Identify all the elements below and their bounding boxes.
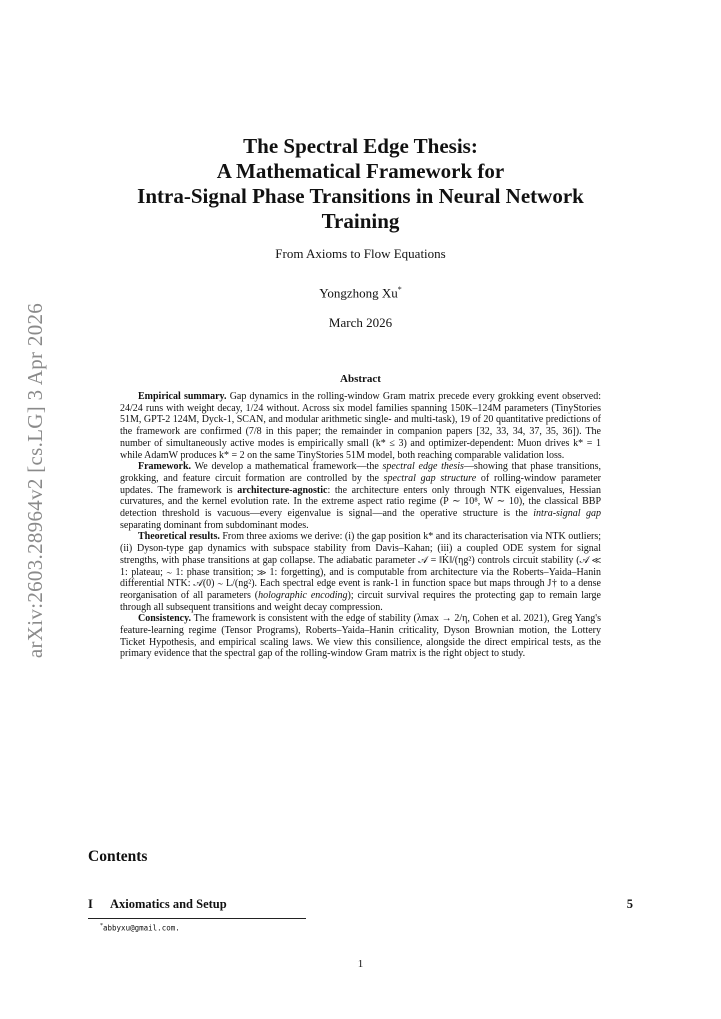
abstract-paragraph	[120, 613, 601, 660]
paragraph-text: The framework is consistent with the edge of stability (λmax → 2/η, Cohen et al. 2021), Greg Yang's feature-learning regime (Tensor Programs), Roberts–Yaida–Hanin criticality, Dyson Brownian motion, the Lottery Ticket Hypothesis, and empirical scaling laws. We view this consilience, alongside the direct empirical tests, as the primary evidence that the spectral gap of the rolling-window Gram matrix is the right object to study.	[120, 613, 601, 660]
arxiv-id[interactable]: arXiv:2603.28964v2 [cs.LG] 3 Apr 2026	[23, 302, 48, 658]
author-line	[88, 285, 633, 301]
paragraph-lead: Framework.	[138, 461, 192, 473]
emphasis-text: spectral gap structure	[383, 472, 477, 484]
paragraph-text: Gap dynamics in the rolling-window Gram matrix precede every grokking event observed: 24/24 runs with weight decay, 1/24 without. Across six model families spanning 150K–124M parameters (TinyStories 51M, GPT-2 124M, Dyck-1, SCAN, and modular arithmetic single- and multi-task), 19 of 20 quantitative predictions of the framework are confirmed (7/8 in this paper; the remainder in companion papers [32, 33, 34, 37, 35, 36]). The number of simultaneously active modes is empirically small (k* ≤ 3) and optimizer-dependent: Muon drives k* = 1 while AdamW produces k* = 2 on the same TinyStories 51M model, both reaching comparable validation loss.	[120, 391, 601, 461]
paragraph-text: of rolling-window parameter updates. The framework is	[120, 472, 601, 496]
author-name: Yongzhong Xu	[319, 285, 398, 301]
footnote-mark: *	[100, 923, 103, 929]
paragraph-text: ); circuit survival requires the protecting gap to remain large through all subsequent transitions and weight decay compression.	[120, 589, 601, 613]
author-footnote-mark: *	[397, 285, 402, 294]
footnote-rule	[88, 918, 306, 919]
paragraph-text: : the architecture enters only through NTK eigenvalues, Hessian curvatures, and the kernel evolution rate. In the extreme aspect ratio regime (P ∼ 10⁸, W ∼ 10), the classical BBP detection threshold is vacuous—every eigenvalue is signal—and the operative structure is the	[120, 484, 601, 520]
abstract-paragraph	[120, 461, 601, 531]
paragraph-text: From three axioms we derive: (i) the gap position k* and its characterisation via NTK outliers; (ii) Dyson-type gap dynamics with subspace stability from Davis–Kahan; (iii) a coupled ODE system for signal strengths, with phase transitions at gap collapse. The adiabatic parameter 𝒜 = ‖K̇‖/(ηg²) controls circuit stability (𝒜 ≪ 1: plateau; ∼ 1: phase transition; ≫ 1: forgetting), and is computable from architecture via the Roberts–Yaida–Hanin differential NTK: 𝒜(0) ∼ L/(ng²). Each spectral edge event is rank-1 in function space but maps through J† to a dense reorganisation of all parameters (	[120, 531, 602, 601]
title-line: The Spectral Edge Thesis:	[243, 134, 478, 158]
toc-entry[interactable]	[88, 897, 633, 912]
paper-date: March 2026	[328, 315, 393, 330]
emphasis-text: intra-signal gap	[533, 508, 602, 520]
emphasis-text: holographic encoding	[258, 589, 348, 601]
abstract-paragraph	[120, 391, 601, 461]
page-number: 1	[357, 958, 364, 970]
paragraph-lead: Consistency.	[138, 613, 192, 625]
footnote	[100, 923, 180, 933]
bold-text: architecture-agnostic	[237, 484, 328, 496]
title-line: Training	[321, 209, 400, 233]
paragraph-text: separating dominant from subdominant modes.	[120, 519, 309, 531]
abstract-heading: Abstract	[340, 373, 381, 385]
toc-part-number: I	[88, 897, 93, 911]
paragraph-lead: Empirical summary.	[138, 391, 227, 402]
abstract-paragraph	[120, 531, 601, 613]
paragraph-text: We develop a mathematical framework—the	[191, 461, 383, 473]
arxiv-watermark	[22, 300, 50, 660]
paper-title	[88, 134, 633, 234]
abstract-body	[120, 391, 601, 660]
paper-subtitle: From Axioms to Flow Equations	[275, 246, 446, 261]
title-line: A Mathematical Framework for	[216, 159, 505, 183]
toc-entry-title: Axiomatics and Setup	[110, 897, 227, 911]
title-line: Intra-Signal Phase Transitions in Neural Network	[137, 184, 584, 208]
emphasis-text: spectral edge thesis	[382, 461, 464, 473]
paragraph-lead: Theoretical results.	[138, 531, 220, 543]
contents-heading: Contents	[88, 848, 148, 865]
toc-page-number: 5	[626, 897, 633, 911]
paragraph-text: —showing that phase transitions, grokking, and feature circuit formation are controlled by the	[120, 461, 602, 484]
author-email[interactable]: abbyxu@gmail.com.	[103, 923, 180, 933]
